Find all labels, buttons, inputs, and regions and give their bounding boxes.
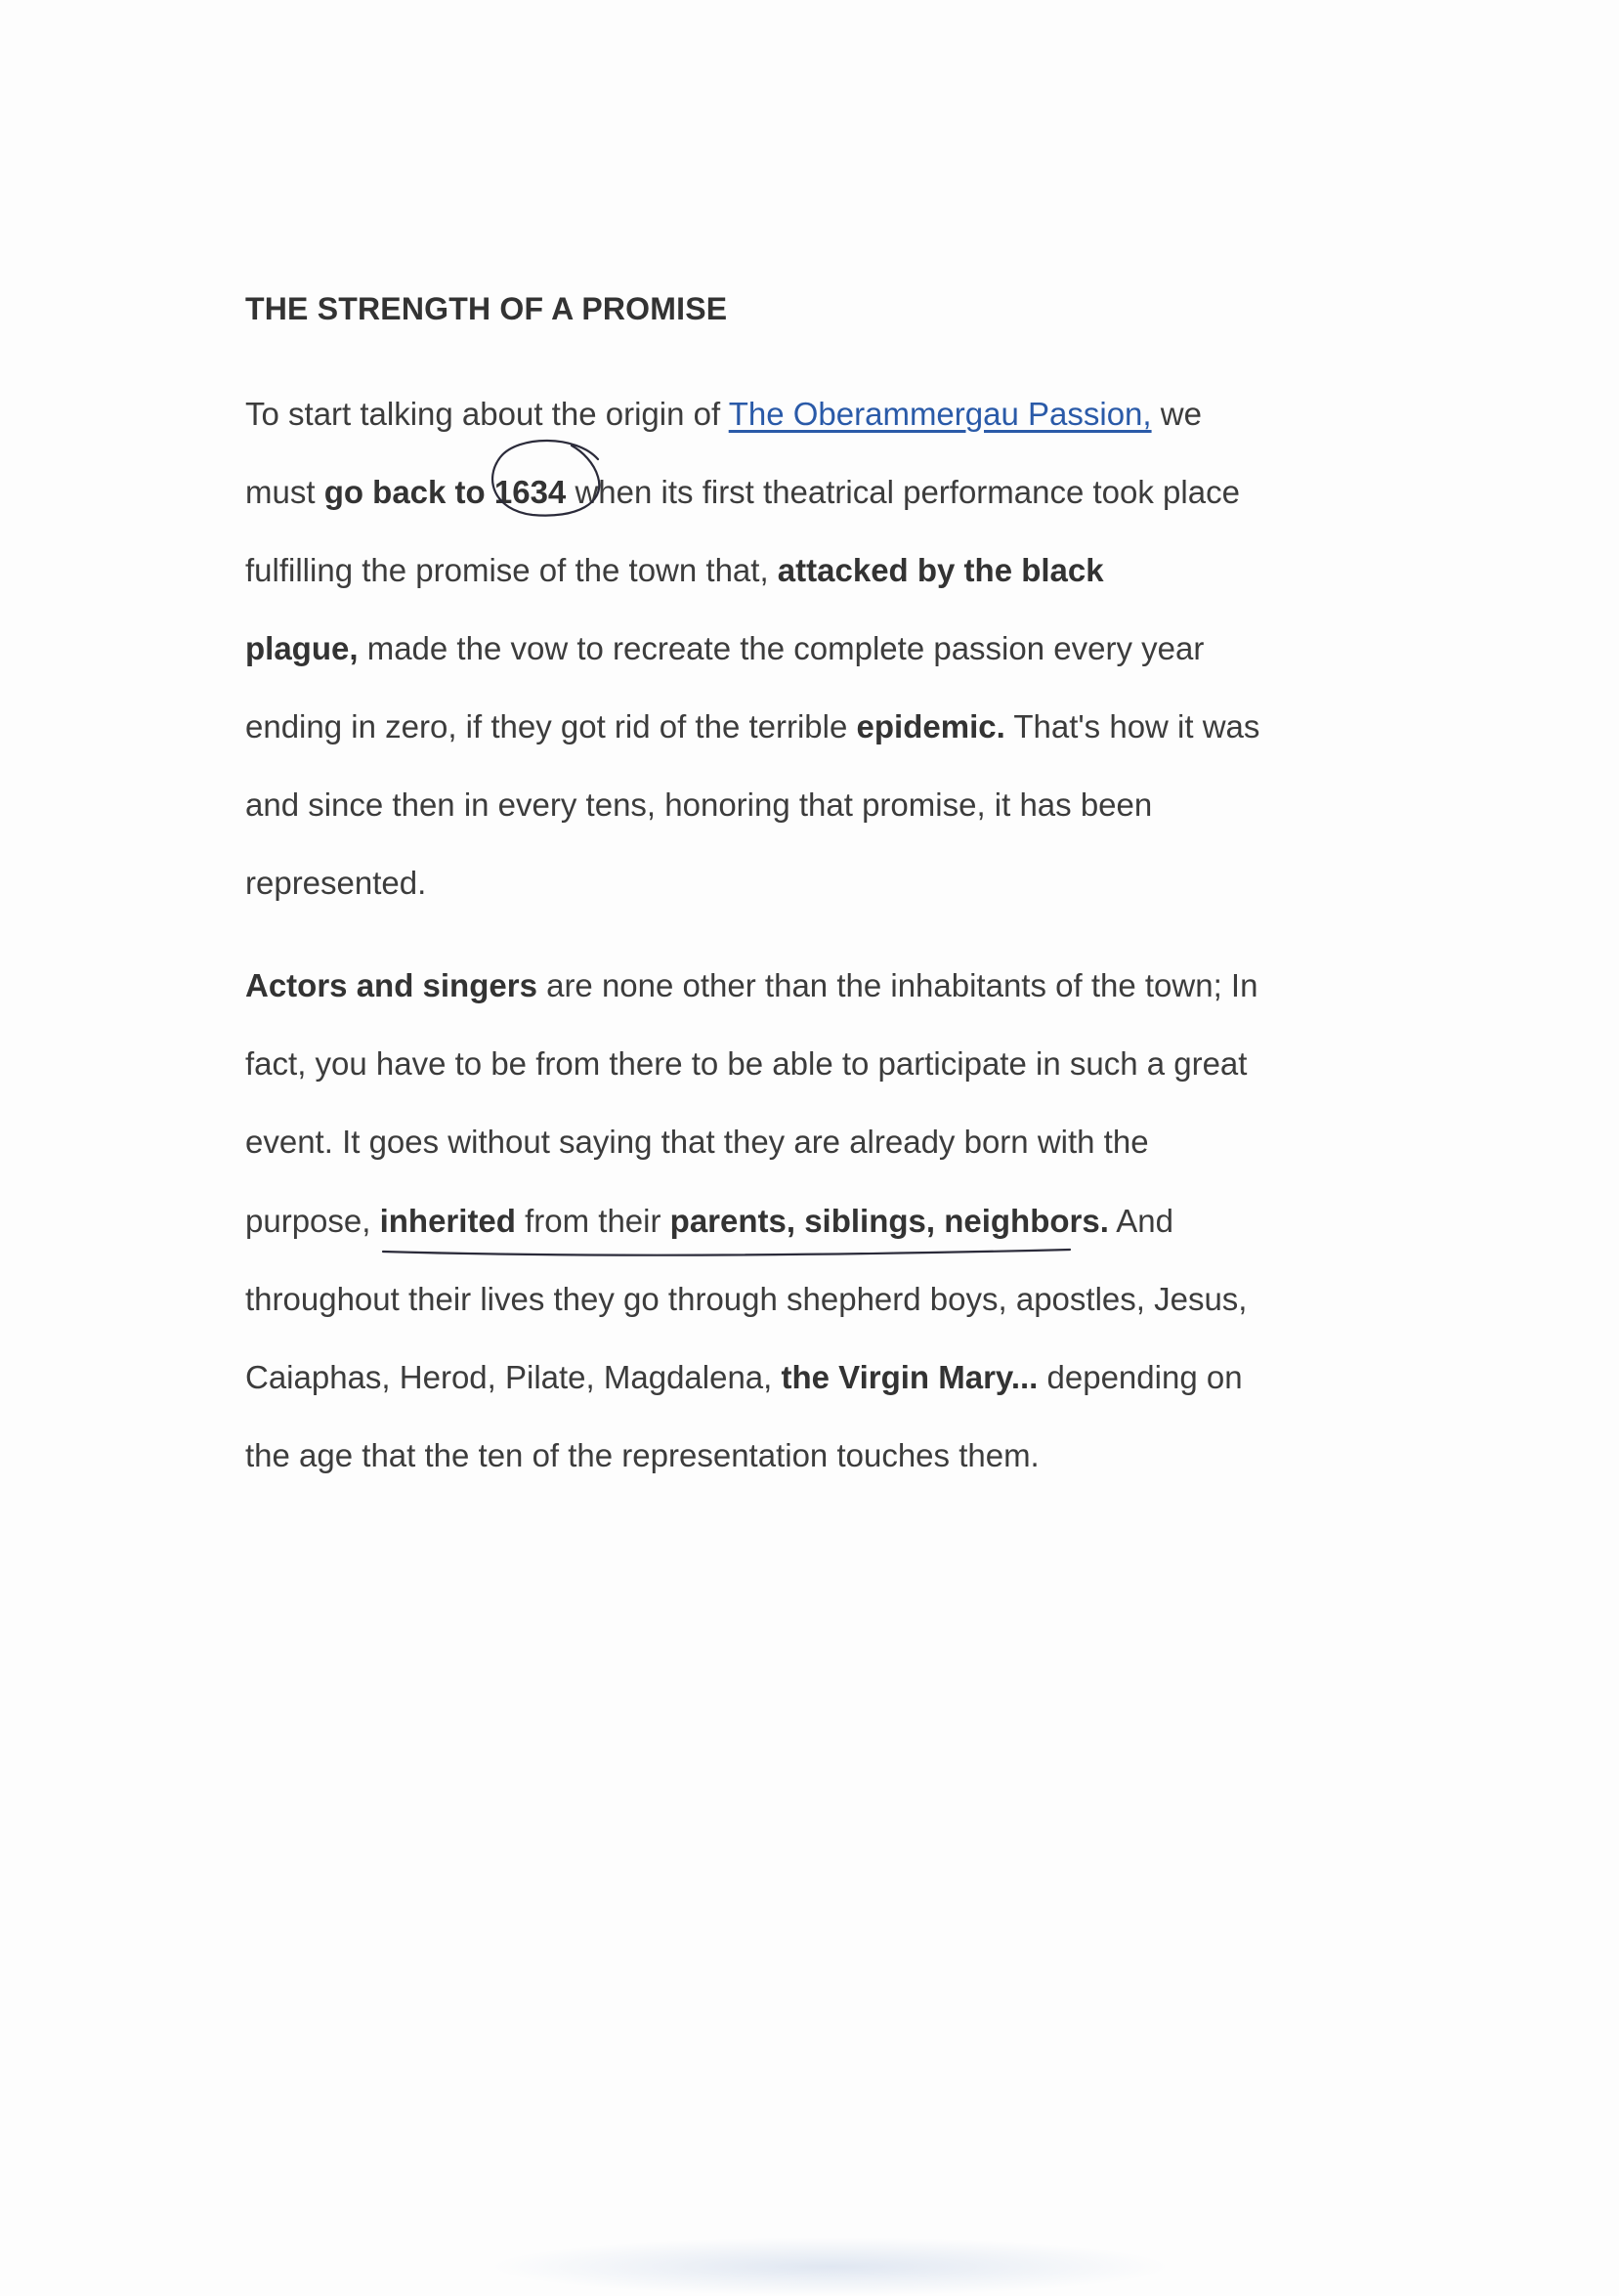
text-line: represented. (245, 865, 427, 901)
text-line: must go back to 1634 when its first theatrical performance took place (245, 474, 1240, 510)
bold-phrase: inherited (379, 1203, 516, 1239)
bold-phrase: parents, siblings, neighbors. (669, 1203, 1109, 1239)
passion-link[interactable]: The Oberammergau Passion, (728, 396, 1152, 432)
bold-phrase: epidemic. (856, 708, 1005, 744)
text-line: Actors and singers are none other than the inhabitants of the town; In (245, 967, 1258, 1003)
text-line: fact, you have to be from there to be able to participate in such a great (245, 1045, 1248, 1082)
text-line: fulfilling the promise of the town that, attacked by the black (245, 552, 1104, 588)
text-line: throughout their lives they go through shepherd boys, apostles, Jesus, (245, 1281, 1248, 1317)
text-line: and since then in every tens, honoring that promise, it has been (245, 787, 1153, 823)
bold-phrase: go back to 1634 (323, 474, 567, 510)
bold-phrase: attacked by the black (777, 552, 1104, 588)
text-line: event. It goes without saying that they are already born with the (245, 1124, 1149, 1160)
page-title: THE STRENGTH OF A PROMISE (245, 291, 728, 326)
scan-shadow (489, 2237, 1172, 2296)
text-line: Caiaphas, Herod, Pilate, Magdalena, the Virgin Mary... depending on (245, 1359, 1243, 1395)
text-line: the age that the ten of the representation touches them. (245, 1437, 1040, 1473)
text-line: purpose, inherited from their parents, siblings, neighbors. And (245, 1203, 1173, 1239)
text-line: ending in zero, if they got rid of the terrible epidemic. That's how it was (245, 708, 1260, 744)
text-line: plague, made the vow to recreate the complete passion every year (245, 630, 1205, 666)
bold-phrase: Actors and singers (245, 967, 537, 1003)
ink-underline-mark (383, 1250, 1070, 1255)
text-line: To start talking about the origin of The Oberammergau Passion, we (245, 396, 1202, 432)
bold-phrase: the Virgin Mary... (781, 1359, 1039, 1395)
bold-phrase: plague, (245, 630, 359, 666)
